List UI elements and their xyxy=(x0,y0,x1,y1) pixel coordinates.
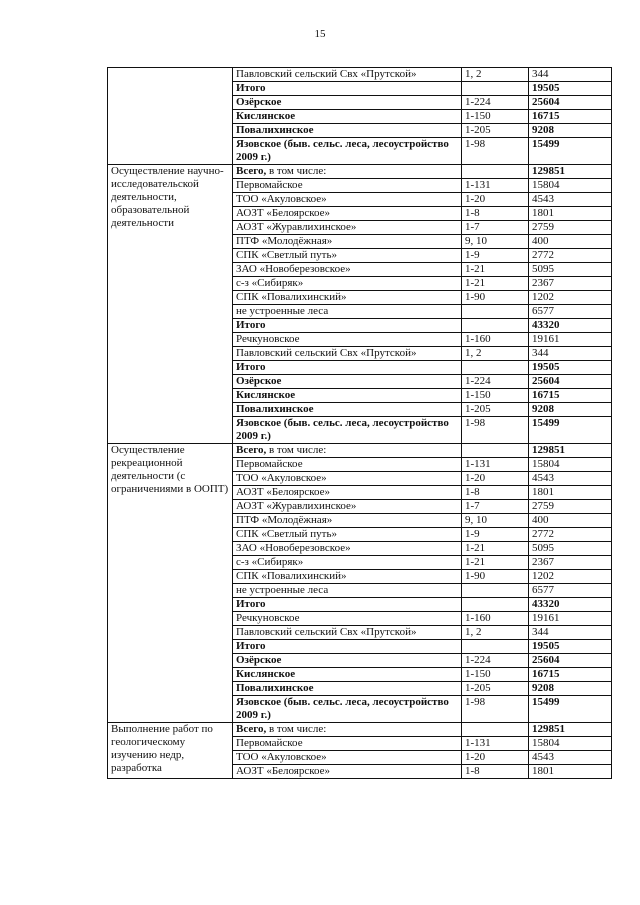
forestry-name-cell xyxy=(233,193,462,207)
forestry-name: Итого xyxy=(236,598,266,610)
area-cell xyxy=(529,124,612,138)
quarters-cell xyxy=(462,347,529,361)
quarters-value: 1-224 xyxy=(465,375,491,387)
quarters-cell xyxy=(462,319,529,333)
area-value: 19161 xyxy=(532,612,560,624)
forestry-name-cell xyxy=(233,696,462,723)
forestry-name: в том числе: xyxy=(266,165,327,177)
forestry-name-cell xyxy=(233,668,462,682)
quarters-cell xyxy=(462,263,529,277)
forestry-name-cell xyxy=(233,291,462,305)
area-value: 2759 xyxy=(532,221,554,233)
area-cell xyxy=(529,500,612,514)
quarters-value: 1-7 xyxy=(465,221,480,233)
area-cell xyxy=(529,542,612,556)
quarters-value: 1-205 xyxy=(465,682,491,694)
forestry-name-cell xyxy=(233,221,462,235)
forestry-name-cell xyxy=(233,514,462,528)
area-value: 1202 xyxy=(532,570,554,582)
forestry-name: не устроенные леса xyxy=(236,584,329,596)
area-cell xyxy=(529,347,612,361)
activity-label: Осуществление научно-исследовательской деятельности, образовательной деятельности xyxy=(111,165,224,229)
table-row xyxy=(108,68,612,82)
quarters-value: 9, 10 xyxy=(465,514,487,526)
area-cell xyxy=(529,138,612,165)
quarters-cell xyxy=(462,82,529,96)
forestry-table xyxy=(107,67,612,779)
quarters-cell xyxy=(462,207,529,221)
quarters-value: 1-150 xyxy=(465,110,491,122)
quarters-value: 1-20 xyxy=(465,751,486,763)
quarters-value: 1-21 xyxy=(465,542,486,554)
forestry-name-cell xyxy=(233,417,462,444)
area-value: 5095 xyxy=(532,263,554,275)
forestry-name-cell xyxy=(233,737,462,751)
quarters-value: 1-8 xyxy=(465,765,480,777)
quarters-value: 1-98 xyxy=(465,138,486,150)
forestry-name-cell xyxy=(233,682,462,696)
activity-label: Выполнение работ по геологическому изучению недр, разработка xyxy=(111,723,213,774)
area-value: 9208 xyxy=(532,403,554,415)
area-cell xyxy=(529,514,612,528)
activity-cell xyxy=(108,723,233,779)
forestry-name-cell xyxy=(233,207,462,221)
quarters-value: 1-90 xyxy=(465,291,486,303)
forestry-name-cell xyxy=(233,165,462,179)
area-cell xyxy=(529,584,612,598)
forestry-name: Повалихинское xyxy=(236,682,314,694)
quarters-value: 1-9 xyxy=(465,528,480,540)
quarters-value: 9, 10 xyxy=(465,235,487,247)
forestry-name-cell xyxy=(233,179,462,193)
forestry-name: АОЗТ «Белоярское» xyxy=(236,486,331,498)
area-cell xyxy=(529,640,612,654)
forestry-name: Первомайское xyxy=(236,458,303,470)
quarters-value: 1-21 xyxy=(465,277,486,289)
quarters-cell xyxy=(462,668,529,682)
quarters-cell xyxy=(462,193,529,207)
quarters-cell xyxy=(462,584,529,598)
forestry-name-cell xyxy=(233,68,462,82)
area-cell xyxy=(529,193,612,207)
forestry-name-cell xyxy=(233,305,462,319)
quarters-value: 1-131 xyxy=(465,458,491,470)
forestry-name: АОЗТ «Журавлихинское» xyxy=(236,221,357,233)
forestry-name-cell xyxy=(233,598,462,612)
quarters-cell xyxy=(462,765,529,779)
quarters-value: 1-224 xyxy=(465,96,491,108)
area-cell xyxy=(529,403,612,417)
area-value: 15804 xyxy=(532,179,560,191)
area-value: 15499 xyxy=(532,696,560,708)
area-value: 4543 xyxy=(532,472,554,484)
forestry-name-cell xyxy=(233,319,462,333)
forestry-name-cell xyxy=(233,570,462,584)
forestry-name: Первомайское xyxy=(236,737,303,749)
area-value: 15804 xyxy=(532,737,560,749)
forestry-name-cell xyxy=(233,640,462,654)
quarters-cell xyxy=(462,375,529,389)
forestry-name-cell xyxy=(233,612,462,626)
quarters-value: 1-131 xyxy=(465,179,491,191)
activity-cell xyxy=(108,165,233,444)
area-cell xyxy=(529,207,612,221)
forestry-name: СПК «Повалихинский» xyxy=(236,570,347,582)
forestry-name: Итого xyxy=(236,319,266,331)
area-value: 25604 xyxy=(532,96,560,108)
forestry-name-cell xyxy=(233,96,462,110)
forestry-name-cell xyxy=(233,403,462,417)
forestry-name-cell xyxy=(233,277,462,291)
area-value: 25604 xyxy=(532,654,560,666)
area-value: 9208 xyxy=(532,682,554,694)
area-cell xyxy=(529,249,612,263)
area-cell xyxy=(529,668,612,682)
forestry-name-cell xyxy=(233,444,462,458)
total-label: Всего, xyxy=(236,165,267,177)
area-value: 1801 xyxy=(532,486,554,498)
forestry-name: АОЗТ «Белоярское» xyxy=(236,207,331,219)
forestry-name-cell xyxy=(233,751,462,765)
forestry-name-cell xyxy=(233,249,462,263)
quarters-value: 1-150 xyxy=(465,668,491,680)
forestry-name: Озёрское xyxy=(236,654,282,666)
forestry-name: СПК «Светлый путь» xyxy=(236,249,337,261)
forestry-name: Повалихинское xyxy=(236,124,314,136)
activity-cell xyxy=(108,68,233,165)
forestry-name: ТОО «Акуловское» xyxy=(236,751,327,763)
forestry-name-cell xyxy=(233,500,462,514)
quarters-cell xyxy=(462,556,529,570)
table-body xyxy=(108,68,612,779)
forestry-name-cell xyxy=(233,263,462,277)
area-cell xyxy=(529,333,612,347)
forestry-name: Павловский сельский Свх «Прутской» xyxy=(236,347,417,359)
area-value: 2367 xyxy=(532,277,554,289)
area-value: 43320 xyxy=(532,598,560,610)
area-cell xyxy=(529,165,612,179)
area-value: 344 xyxy=(532,347,549,359)
area-value: 19161 xyxy=(532,333,560,345)
area-cell xyxy=(529,765,612,779)
forestry-name-cell xyxy=(233,765,462,779)
forestry-name: в том числе: xyxy=(266,444,327,456)
forestry-name-cell xyxy=(233,347,462,361)
forestry-name: Первомайское xyxy=(236,179,303,191)
quarters-value: 1-98 xyxy=(465,417,486,429)
quarters-value: 1-7 xyxy=(465,500,480,512)
quarters-cell xyxy=(462,542,529,556)
area-value: 16715 xyxy=(532,389,560,401)
area-value: 25604 xyxy=(532,375,560,387)
forestry-name: Павловский сельский Свх «Прутской» xyxy=(236,626,417,638)
area-cell xyxy=(529,291,612,305)
quarters-value: 1-98 xyxy=(465,696,486,708)
area-value: 2772 xyxy=(532,528,554,540)
forestry-name: СПК «Светлый путь» xyxy=(236,528,337,540)
forestry-name: Павловский сельский Свх «Прутской» xyxy=(236,68,417,80)
quarters-value: 1-21 xyxy=(465,263,486,275)
area-cell xyxy=(529,458,612,472)
area-value: 19505 xyxy=(532,361,560,373)
area-value: 1801 xyxy=(532,765,554,777)
quarters-cell xyxy=(462,696,529,723)
area-value: 15499 xyxy=(532,138,560,150)
quarters-cell xyxy=(462,124,529,138)
area-cell xyxy=(529,417,612,444)
area-cell xyxy=(529,110,612,124)
forestry-name: не устроенные леса xyxy=(236,305,329,317)
total-label: Всего, xyxy=(236,723,267,735)
quarters-cell xyxy=(462,333,529,347)
forestry-name: Итого xyxy=(236,82,266,94)
quarters-value: 1, 2 xyxy=(465,626,482,638)
quarters-value: 1-205 xyxy=(465,403,491,415)
forestry-name: СПК «Повалихинский» xyxy=(236,291,347,303)
quarters-value: 1-20 xyxy=(465,193,486,205)
quarters-cell xyxy=(462,110,529,124)
forestry-name-cell xyxy=(233,528,462,542)
quarters-value: 1-9 xyxy=(465,249,480,261)
area-cell xyxy=(529,696,612,723)
area-cell xyxy=(529,235,612,249)
quarters-value: 1-21 xyxy=(465,556,486,568)
area-cell xyxy=(529,221,612,235)
total-label: Всего, xyxy=(236,444,267,456)
forestry-name: Кислянское xyxy=(236,110,296,122)
quarters-value: 1, 2 xyxy=(465,68,482,80)
quarters-value: 1-224 xyxy=(465,654,491,666)
quarters-value: 1-150 xyxy=(465,389,491,401)
table-row xyxy=(108,723,612,737)
forestry-name: Повалихинское xyxy=(236,403,314,415)
quarters-value: 1, 2 xyxy=(465,347,482,359)
quarters-cell xyxy=(462,486,529,500)
forestry-name: Язовское (быв. сельс. леса, лесоустройство 2009 г.) xyxy=(236,417,449,442)
forestry-name: Язовское (быв. сельс. леса, лесоустройство 2009 г.) xyxy=(236,696,449,721)
quarters-value: 1-160 xyxy=(465,612,491,624)
quarters-value: 1-8 xyxy=(465,486,480,498)
quarters-cell xyxy=(462,389,529,403)
quarters-cell xyxy=(462,96,529,110)
quarters-cell xyxy=(462,221,529,235)
forestry-name-cell xyxy=(233,361,462,375)
area-cell xyxy=(529,486,612,500)
area-value: 2759 xyxy=(532,500,554,512)
area-cell xyxy=(529,277,612,291)
forestry-name: Озёрское xyxy=(236,96,282,108)
area-value: 19505 xyxy=(532,82,560,94)
area-cell xyxy=(529,444,612,458)
quarters-cell xyxy=(462,528,529,542)
forestry-name-cell xyxy=(233,542,462,556)
area-cell xyxy=(529,96,612,110)
quarters-value: 1-20 xyxy=(465,472,486,484)
area-cell xyxy=(529,361,612,375)
forestry-name-cell xyxy=(233,556,462,570)
area-value: 2367 xyxy=(532,556,554,568)
forestry-name: ПТФ «Молодёжная» xyxy=(236,235,333,247)
quarters-cell xyxy=(462,444,529,458)
forestry-name: ТОО «Акуловское» xyxy=(236,193,327,205)
forestry-name: Речкуновское xyxy=(236,333,300,345)
forestry-name: ЗАО «Новоберезовское» xyxy=(236,263,351,275)
forestry-name-cell xyxy=(233,486,462,500)
quarters-cell xyxy=(462,514,529,528)
forestry-name-cell xyxy=(233,584,462,598)
forestry-name-cell xyxy=(233,235,462,249)
forestry-name-cell xyxy=(233,626,462,640)
quarters-cell xyxy=(462,654,529,668)
forestry-name: АОЗТ «Журавлихинское» xyxy=(236,500,357,512)
quarters-cell xyxy=(462,249,529,263)
page-number: 15 xyxy=(314,28,326,40)
quarters-value: 1-90 xyxy=(465,570,486,582)
forestry-name: с-з «Сибиряк» xyxy=(236,277,304,289)
activity-label: Осуществление рекреационной деятельности (с ограничениями в ООПТ) xyxy=(111,444,229,495)
quarters-cell xyxy=(462,403,529,417)
area-cell xyxy=(529,626,612,640)
forestry-name: Озёрское xyxy=(236,375,282,387)
forestry-name-cell xyxy=(233,389,462,403)
area-value: 129851 xyxy=(532,444,565,456)
area-cell xyxy=(529,751,612,765)
area-value: 400 xyxy=(532,235,549,247)
forestry-name-cell xyxy=(233,110,462,124)
area-value: 4543 xyxy=(532,751,554,763)
quarters-value: 1-205 xyxy=(465,124,491,136)
quarters-cell xyxy=(462,291,529,305)
quarters-cell xyxy=(462,682,529,696)
quarters-cell xyxy=(462,165,529,179)
quarters-value: 1-131 xyxy=(465,737,491,749)
quarters-value: 1-160 xyxy=(465,333,491,345)
area-cell xyxy=(529,654,612,668)
area-value: 129851 xyxy=(532,165,565,177)
area-value: 344 xyxy=(532,68,549,80)
forestry-name-cell xyxy=(233,458,462,472)
quarters-cell xyxy=(462,723,529,737)
quarters-cell xyxy=(462,138,529,165)
forestry-name: Кислянское xyxy=(236,668,296,680)
forestry-name-cell xyxy=(233,138,462,165)
area-cell xyxy=(529,556,612,570)
quarters-value: 1-8 xyxy=(465,207,480,219)
area-cell xyxy=(529,319,612,333)
table-row xyxy=(108,165,612,179)
area-value: 43320 xyxy=(532,319,560,331)
area-value: 16715 xyxy=(532,110,560,122)
forestry-name-cell xyxy=(233,333,462,347)
area-value: 6577 xyxy=(532,584,554,596)
quarters-cell xyxy=(462,277,529,291)
area-cell xyxy=(529,389,612,403)
quarters-cell xyxy=(462,737,529,751)
area-value: 15804 xyxy=(532,458,560,470)
area-cell xyxy=(529,737,612,751)
area-cell xyxy=(529,528,612,542)
forestry-name: Язовское (быв. сельс. леса, лесоустройство 2009 г.) xyxy=(236,138,449,163)
forestry-name: Итого xyxy=(236,361,266,373)
forestry-name-cell xyxy=(233,472,462,486)
table-row xyxy=(108,444,612,458)
forestry-name: АОЗТ «Белоярское» xyxy=(236,765,331,777)
area-cell xyxy=(529,723,612,737)
area-value: 9208 xyxy=(532,124,554,136)
area-value: 16715 xyxy=(532,668,560,680)
quarters-cell xyxy=(462,612,529,626)
area-cell xyxy=(529,179,612,193)
area-cell xyxy=(529,82,612,96)
forestry-name-cell xyxy=(233,654,462,668)
quarters-cell xyxy=(462,235,529,249)
area-cell xyxy=(529,612,612,626)
area-value: 15499 xyxy=(532,417,560,429)
area-cell xyxy=(529,682,612,696)
area-value: 400 xyxy=(532,514,549,526)
forestry-name: в том числе: xyxy=(266,723,327,735)
area-cell xyxy=(529,375,612,389)
forestry-name: Речкуновское xyxy=(236,612,300,624)
area-cell xyxy=(529,598,612,612)
area-cell xyxy=(529,263,612,277)
area-value: 19505 xyxy=(532,640,560,652)
forestry-name: Итого xyxy=(236,640,266,652)
area-value: 5095 xyxy=(532,542,554,554)
quarters-cell xyxy=(462,500,529,514)
forestry-name-cell xyxy=(233,124,462,138)
quarters-cell xyxy=(462,751,529,765)
area-value: 6577 xyxy=(532,305,554,317)
quarters-cell xyxy=(462,472,529,486)
area-cell xyxy=(529,305,612,319)
quarters-cell xyxy=(462,179,529,193)
quarters-cell xyxy=(462,458,529,472)
quarters-cell xyxy=(462,417,529,444)
forestry-name: ПТФ «Молодёжная» xyxy=(236,514,333,526)
forestry-name: Кислянское xyxy=(236,389,296,401)
quarters-cell xyxy=(462,640,529,654)
quarters-cell xyxy=(462,570,529,584)
area-value: 1801 xyxy=(532,207,554,219)
forestry-name-cell xyxy=(233,375,462,389)
quarters-cell xyxy=(462,626,529,640)
area-cell xyxy=(529,68,612,82)
quarters-cell xyxy=(462,68,529,82)
area-value: 1202 xyxy=(532,291,554,303)
forestry-name: ТОО «Акуловское» xyxy=(236,472,327,484)
quarters-cell xyxy=(462,305,529,319)
activity-cell xyxy=(108,444,233,723)
area-cell xyxy=(529,570,612,584)
area-value: 4543 xyxy=(532,193,554,205)
quarters-cell xyxy=(462,598,529,612)
forestry-name-cell xyxy=(233,723,462,737)
area-cell xyxy=(529,472,612,486)
area-value: 344 xyxy=(532,626,549,638)
forestry-name-cell xyxy=(233,82,462,96)
area-value: 129851 xyxy=(532,723,565,735)
forestry-name: ЗАО «Новоберезовское» xyxy=(236,542,351,554)
area-value: 2772 xyxy=(532,249,554,261)
forestry-name: с-з «Сибиряк» xyxy=(236,556,304,568)
quarters-cell xyxy=(462,361,529,375)
